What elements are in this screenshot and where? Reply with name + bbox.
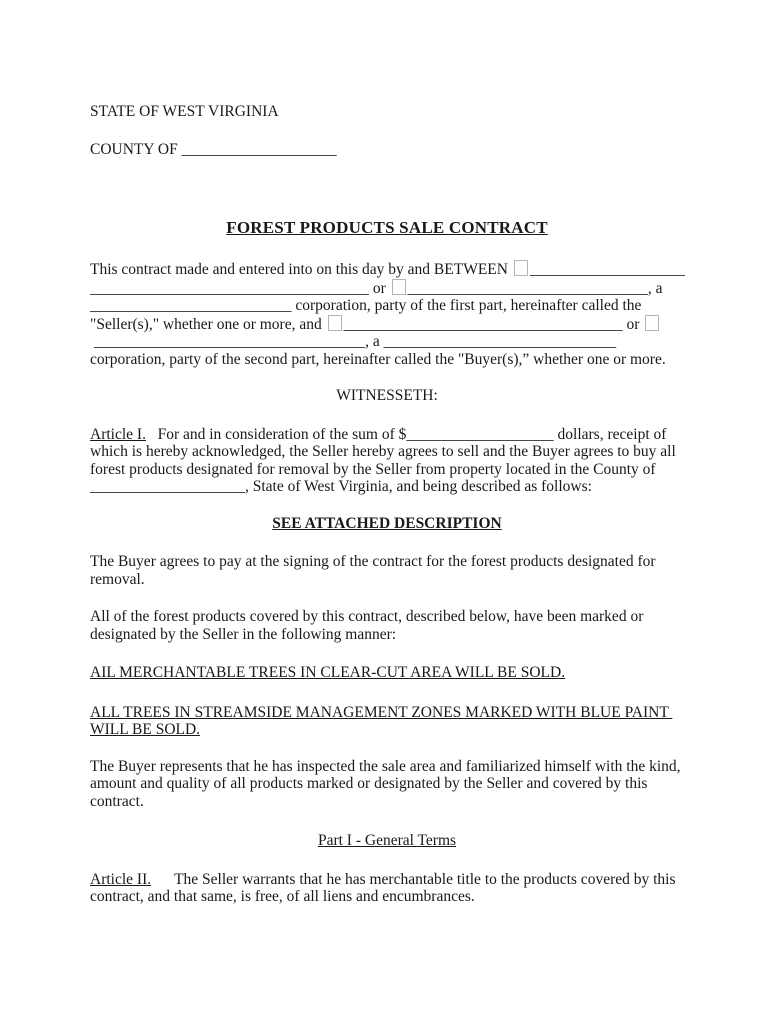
article-1-label: Article I. xyxy=(90,425,146,443)
inspection-paragraph xyxy=(90,758,684,811)
county-line xyxy=(90,141,684,159)
county-label: COUNTY OF xyxy=(90,140,182,158)
streamside-clause-line-1: ALL TREES IN STREAMSIDE MANAGEMENT ZONES MARKED WITH BLUE PAINT xyxy=(90,703,673,721)
intro-or-2: or xyxy=(622,315,644,333)
state-heading: STATE OF WEST VIRGINIA xyxy=(90,103,279,120)
article-1-text-1-end: dollars, receipt of xyxy=(553,425,667,443)
seller-corp-name-blank[interactable]: _______________________________ xyxy=(407,279,648,297)
intro-text-3: corporation, party of the first part, hereinafter called the xyxy=(291,297,642,314)
seller-corporation-checkbox[interactable] xyxy=(392,279,406,295)
intro-text-6: corporation, party of the second part, hereinafter called the "Buyer(s),” whether one or more. xyxy=(90,350,666,368)
inspection-text-3: contract. xyxy=(90,792,144,810)
part-1-heading xyxy=(90,832,684,850)
buyer-individual-checkbox[interactable] xyxy=(328,315,342,331)
marking-text-2: designated by the Seller in the following manner: xyxy=(90,625,397,643)
article-1-text-1: For and in consideration of the sum of $ xyxy=(145,425,407,443)
inspection-text-2: amount and quality of all products marked or designated by the Seller and covered by this xyxy=(90,775,648,792)
intro-paragraph xyxy=(90,260,684,368)
property-county-blank[interactable]: ____________________ xyxy=(90,478,245,495)
seller-name-blank-1[interactable]: ____________________ xyxy=(529,261,685,278)
article-2-text-2: contract, and that same, is free, of all liens and encumbrances. xyxy=(90,888,475,905)
marking-paragraph xyxy=(90,608,684,643)
see-attached-heading: SEE ATTACHED DESCRIPTION xyxy=(272,514,502,532)
article-1-text-4: , State of West Virginia, and being described as follows: xyxy=(245,478,592,495)
buyer-name-blank-1[interactable]: ____________________________________ xyxy=(343,315,623,333)
consideration-amount-blank[interactable]: ___________________ xyxy=(406,425,554,443)
witnesseth-heading: WITNESSETH: xyxy=(336,387,438,404)
seller-corp-state-blank[interactable]: __________________________ xyxy=(90,297,292,314)
streamside-clause-line-2: WILL BE SOLD. xyxy=(90,721,201,738)
article-2-label: Article II. xyxy=(90,870,152,888)
article-1-text-2: which is hereby acknowledged, the Seller hereby agrees to sell and the Buyer agrees to buy all xyxy=(90,443,676,460)
marking-text-1: All of the forest products covered by this contract, described below, have been marked or xyxy=(90,608,644,625)
buyer-corporation-checkbox[interactable] xyxy=(645,315,659,331)
article-2-text-1: The Seller warrants that he has merchantable title to the products covered by this xyxy=(151,870,676,888)
payment-paragraph xyxy=(90,553,684,588)
seller-name-blank-2[interactable]: ____________________________________ xyxy=(90,279,369,297)
seller-individual-checkbox[interactable] xyxy=(514,260,528,276)
article-2-paragraph xyxy=(90,871,684,906)
intro-text-5: , a xyxy=(365,333,384,350)
part-1-heading-text: Part I - General Terms xyxy=(317,832,457,849)
payment-text-1: The Buyer agrees to pay at the signing of the contract for the forest products designated for xyxy=(90,553,656,570)
buyer-corp-state-blank[interactable]: ______________________________ xyxy=(383,333,617,350)
clearcut-clause: AIL MERCHANTABLE TREES IN CLEAR-CUT AREA WILL BE SOLD. xyxy=(90,664,566,681)
article-1-paragraph xyxy=(90,426,684,496)
intro-or-1: or xyxy=(369,279,390,297)
inspection-text-1: The Buyer represents that he has inspected the sale area and familiarized himself with the kind, xyxy=(90,757,681,775)
intro-text-1: This contract made and entered into on this day by and BETWEEN xyxy=(90,261,512,278)
article-1-text-3: forest products designated for removal by the Seller from property located in the County of xyxy=(90,460,656,478)
document-title: FOREST PRODUCTS SALE CONTRACT xyxy=(226,218,548,237)
payment-text-2: removal. xyxy=(90,570,145,588)
streamside-clause xyxy=(90,704,684,739)
intro-text-4: "Seller(s)," whether one or more, and xyxy=(90,315,326,333)
buyer-name-blank-2[interactable]: ___________________________________ xyxy=(93,333,366,350)
intro-text-2: , a xyxy=(647,279,663,297)
county-blank-field[interactable]: ____________________ xyxy=(181,140,337,158)
